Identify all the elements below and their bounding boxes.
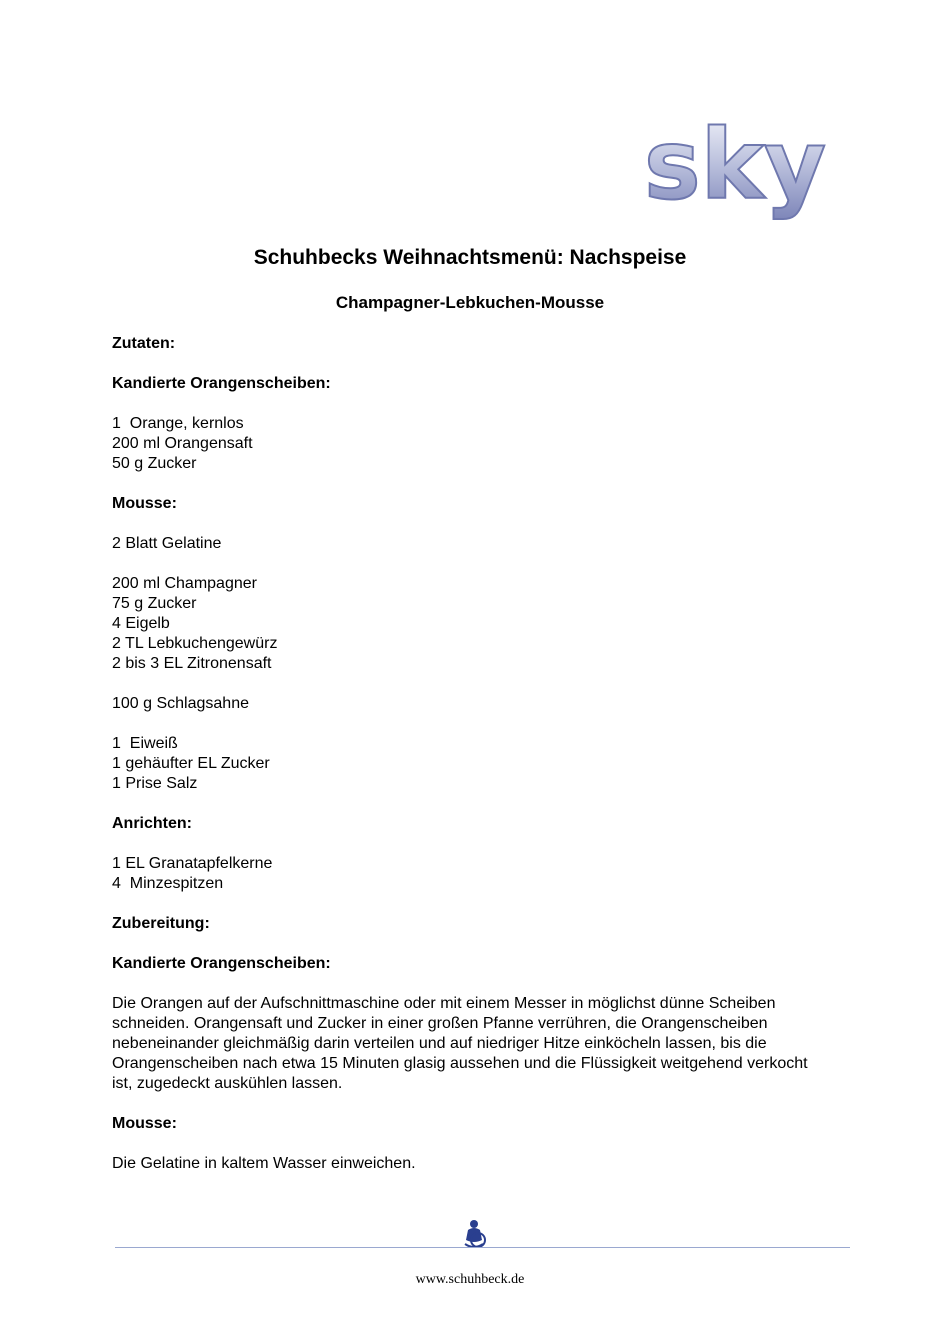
list-item: 4 Minzespitzen [112,875,224,892]
page-title: Schuhbecks Weihnachtsmenü: Nachspeise [253,246,687,269]
recipe-title: Champagner-Lebkuchen-Mousse [335,293,605,312]
mousse-ingredients-group [112,694,832,714]
orangen-ingredients-heading: Kandierte Orangenscheiben: [112,375,331,392]
list-item: 2 bis 3 EL Zitronensaft [112,655,272,672]
list-item: 4 Eigelb [112,615,170,632]
list-item: 2 Blatt Gelatine [112,535,222,552]
schuhbeck-emblem-icon [460,1218,488,1250]
anrichten-list [112,854,832,894]
sky-logo-text: sky [644,110,826,221]
mousse-preparation-text: Die Gelatine in kaltem Wasser einweichen. [112,1155,416,1172]
sky-logo-icon [640,110,830,225]
list-item: 1 Orange, kernlos [112,415,244,432]
list-item: 100 g Schlagsahne [112,695,249,712]
list-item: 200 ml Champagner [112,575,257,592]
list-item: 1 Prise Salz [112,775,198,792]
anrichten-heading: Anrichten: [112,815,192,832]
list-item: 1 Eiweiß [112,735,178,752]
list-item: 75 g Zucker [112,595,197,612]
list-item: 1 EL Granatapfelkerne [112,855,273,872]
orangen-ingredients-list [112,414,832,474]
list-item: 200 ml Orangensaft [112,435,253,452]
orangen-preparation-heading: Kandierte Orangenscheiben: [112,955,331,972]
mousse-ingredients-group [112,734,832,794]
recipe-content [112,334,832,1194]
mousse-ingredients-group [112,574,832,674]
list-item: 50 g Zucker [112,455,197,472]
list-item: 2 TL Lebkuchengewürz [112,635,278,652]
mousse-ingredients-group [112,534,832,554]
orangen-preparation-text: Die Orangen auf der Aufschnittmaschine oder mit einem Messer in möglichst dünne Scheiben schneiden. Orangensaft und Zucker in einer großen Pfanne verrühren, die Orangenscheiben nebeneinander gleichmäßig darin verteilen und auf niedriger Hitze einköcheln lassen, bis die Orangenscheiben nach etwa 15 Minuten glasig aussehen und die Flüssigkeit weitgehend verkocht ist, zugedeckt auskühlen lassen. [112,995,808,1092]
mousse-ingredients-heading: Mousse: [112,495,177,512]
footer-divider [115,1247,850,1248]
zutaten-heading: Zutaten: [112,335,176,352]
footer-url: www.schuhbeck.de [415,1272,525,1287]
zubereitung-heading: Zubereitung: [112,915,210,932]
mousse-preparation-heading: Mousse: [112,1115,177,1132]
list-item: 1 gehäufter EL Zucker [112,755,270,772]
